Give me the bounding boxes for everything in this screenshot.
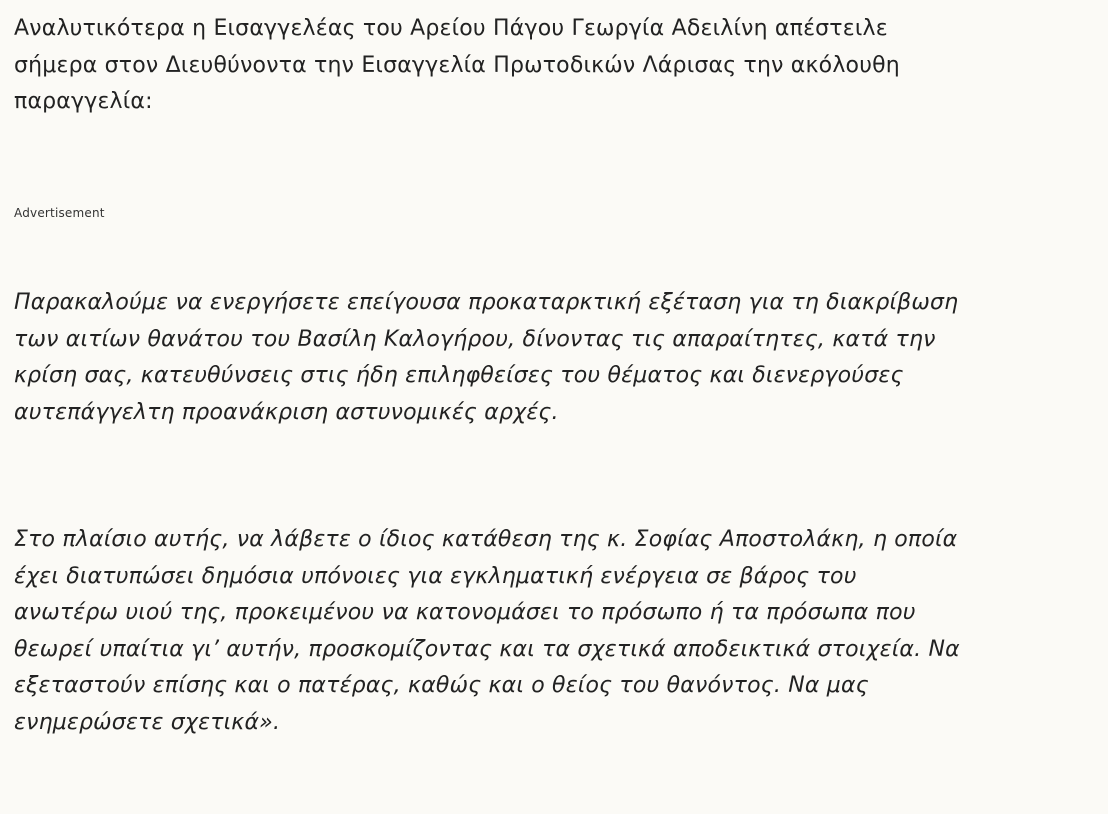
quote-line: Στο πλαίσιο αυτής, να λάβετε ο ίδιος κατάθεση της κ. Σοφίας Αποστολάκη, η οποία xyxy=(14,527,958,552)
quote-line: ενημερώσετε σχετικά». xyxy=(14,709,281,735)
advertisement-label: Advertisement xyxy=(14,206,105,220)
quote-line: των αιτίων θανάτου του Βασίλη Καλογήρου, δίνοντας τις απαραίτητες, κατά την xyxy=(14,326,936,352)
quote-line: θεωρεί υπαίτια γι’ αυτήν, προσκομίζοντας και τα σχετικά αποδεικτικά στοιχεία. Να xyxy=(14,636,960,662)
quote-line: εξεταστούν επίσης και ο πατέρας, καθώς και ο θείος του θανόντος. Να μας xyxy=(14,673,869,698)
quote-paragraph-1 xyxy=(14,285,1094,431)
quote-line: κρίση σας, κατευθύνσεις στις ήδη επιληφθείσες του θέματος και διενεργούσες xyxy=(14,363,904,388)
quote-line: Παρακαλούμε να ενεργήσετε επείγουσα προκαταρκτική εξέταση για τη διακρίβωση xyxy=(14,290,959,315)
quote-line: αυτεπάγγελτη προανάκριση αστυνομικές αρχές. xyxy=(14,399,559,425)
quote-paragraph-2 xyxy=(14,522,1094,741)
quote-line: έχει διατυπώσει δημόσια υπόνοιες για εγκληματική ενέργεια σε βάρος του xyxy=(14,563,857,589)
intro-line: παραγγελία: xyxy=(14,89,153,114)
intro-paragraph xyxy=(14,11,1024,121)
intro-line: Αναλυτικότερα η Εισαγγελέας του Αρείου Πάγου Γεωργία Αδειλίνη απέστειλε xyxy=(14,16,888,41)
intro-line: σήμερα στον Διευθύνοντα την Εισαγγελία Πρωτοδικών Λάρισας την ακόλουθη xyxy=(14,52,900,78)
quote-line: ανωτέρω υιού της, προκειμένου να κατονομάσει το πρόσωπο ή τα πρόσωπα που xyxy=(14,600,916,625)
